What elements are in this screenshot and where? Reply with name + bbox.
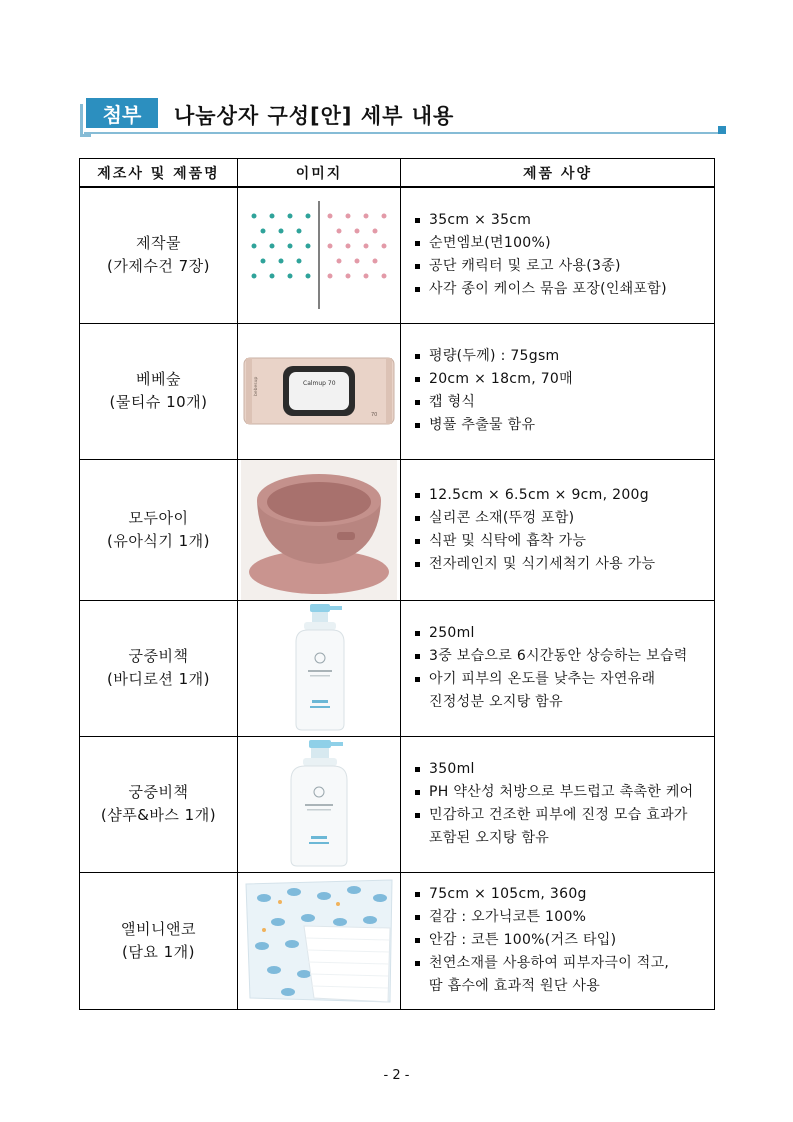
product-desc: (샴푸&바스 1개) bbox=[100, 806, 217, 824]
blanket-image bbox=[244, 878, 394, 1004]
spec-item: 12.5cm × 6.5cm × 9cm, 200g bbox=[415, 484, 708, 507]
spec-item: 실리콘 소재(뚜껑 포함) bbox=[415, 507, 708, 530]
spec-item: 식판 및 식탁에 흡착 가능 bbox=[415, 530, 708, 553]
bullet-icon bbox=[415, 377, 420, 382]
lotion-bottle-image bbox=[284, 602, 354, 734]
spec-item: 포함된 오지탕 함유 bbox=[429, 830, 550, 846]
towel-image bbox=[244, 201, 394, 309]
spec-list bbox=[415, 622, 708, 714]
bullet-icon bbox=[415, 790, 420, 795]
svg-text:70: 70 bbox=[371, 412, 378, 418]
bullet-icon bbox=[415, 961, 420, 966]
svg-text:Calmup 70: Calmup 70 bbox=[303, 380, 336, 387]
product-desc: (담요 1개) bbox=[122, 942, 195, 961]
bullet-icon bbox=[415, 654, 420, 659]
table-header-row bbox=[80, 159, 715, 188]
maker-name: 모두아이 bbox=[128, 508, 189, 527]
spec-item: 사각 종이 케이스 묶음 포장(인쇄포함) bbox=[415, 278, 708, 301]
product-name-cell bbox=[80, 187, 238, 323]
spec-item: 민감하고 건조한 피부에 진정 모습 효과가 bbox=[415, 804, 708, 827]
spec-item: 캡 형식 bbox=[415, 391, 708, 414]
section-heading bbox=[78, 96, 724, 140]
bullet-icon bbox=[415, 767, 420, 772]
wet-wipes-image bbox=[243, 356, 395, 426]
table-row bbox=[80, 736, 715, 872]
table-row bbox=[80, 459, 715, 600]
spec-item: 20cm × 18cm, 70매 bbox=[415, 368, 708, 391]
product-desc: (가제수건 7장) bbox=[107, 257, 210, 276]
bullet-icon bbox=[415, 677, 420, 682]
svg-text:bebesup: bebesup bbox=[254, 376, 259, 396]
bullet-icon bbox=[415, 287, 420, 292]
bullet-icon bbox=[415, 938, 420, 943]
table-row bbox=[80, 323, 715, 459]
product-image-cell bbox=[238, 736, 401, 872]
bullet-icon bbox=[415, 264, 420, 269]
spec-item: 공단 캐릭터 및 로고 사용(3종) bbox=[415, 255, 708, 278]
gift-box-spec-table bbox=[79, 158, 715, 1010]
spec-list bbox=[415, 345, 708, 437]
product-spec-cell bbox=[401, 459, 715, 600]
bullet-icon bbox=[415, 562, 420, 567]
page-title: 나눔상자 구성[안] 세부 내용 bbox=[174, 104, 455, 128]
spec-list bbox=[415, 883, 708, 998]
product-name-cell bbox=[80, 872, 238, 1009]
table-row bbox=[80, 600, 715, 736]
bullet-icon bbox=[415, 915, 420, 920]
maker-name: 앨비니앤코 bbox=[121, 919, 196, 938]
product-spec-cell bbox=[401, 736, 715, 872]
spec-item: 병풀 추출물 함유 bbox=[415, 414, 708, 437]
heading-underline-marker bbox=[718, 126, 726, 134]
product-image-cell bbox=[238, 600, 401, 736]
bullet-icon bbox=[415, 813, 420, 818]
bullet-icon bbox=[415, 631, 420, 636]
product-desc: (유아식기 1개) bbox=[107, 531, 210, 550]
product-spec-cell bbox=[401, 600, 715, 736]
spec-item: 안감 : 코튼 100%(거즈 타입) bbox=[415, 929, 708, 952]
attachment-tag: 첨부 bbox=[86, 98, 158, 128]
spec-item: 겉감 : 오가닉코튼 100% bbox=[415, 906, 708, 929]
product-image-cell bbox=[238, 187, 401, 323]
spec-item: PH 약산성 처방으로 부드럽고 촉촉한 케어 bbox=[415, 781, 708, 804]
spec-item: 35cm × 35cm bbox=[415, 209, 708, 232]
spec-item: 전자레인지 및 식기세척기 사용 가능 bbox=[415, 553, 708, 576]
bullet-icon bbox=[415, 423, 420, 428]
product-spec-cell bbox=[401, 187, 715, 323]
product-desc: (물티슈 10개) bbox=[109, 393, 208, 411]
maker-name: 궁중비책 bbox=[128, 783, 189, 801]
maker-name: 베베숲 bbox=[136, 370, 181, 388]
spec-item: 아기 피부의 온도를 낮추는 자연유래 bbox=[415, 668, 708, 691]
table-row bbox=[80, 187, 715, 323]
spec-item: 350ml bbox=[415, 758, 708, 781]
product-image-cell bbox=[238, 872, 401, 1009]
header-spec: 제품 사양 bbox=[401, 159, 715, 188]
spec-item: 75cm × 105cm, 360g bbox=[415, 883, 708, 906]
spec-list bbox=[415, 484, 708, 576]
product-desc: (바디로션 1개) bbox=[107, 670, 210, 688]
product-name-cell bbox=[80, 323, 238, 459]
spec-item: 순면엠보(면100%) bbox=[415, 232, 708, 255]
baby-bowl-image bbox=[241, 460, 397, 600]
product-name-cell bbox=[80, 736, 238, 872]
bullet-icon bbox=[415, 400, 420, 405]
product-name-cell bbox=[80, 600, 238, 736]
spec-item: 진정성분 오지탕 함유 bbox=[429, 694, 563, 710]
bullet-icon bbox=[415, 354, 420, 359]
spec-item: 땀 흡수에 효과적 원단 사용 bbox=[429, 978, 601, 994]
shampoo-bottle-image bbox=[281, 738, 357, 870]
bullet-icon bbox=[415, 892, 420, 897]
spec-list bbox=[415, 209, 708, 301]
product-image-cell bbox=[238, 323, 401, 459]
bullet-icon bbox=[415, 218, 420, 223]
bullet-icon bbox=[415, 516, 420, 521]
product-image-cell bbox=[238, 459, 401, 600]
spec-item: 천연소재를 사용하여 피부자극이 적고, bbox=[415, 952, 708, 975]
product-name-cell bbox=[80, 459, 238, 600]
maker-name: 궁중비책 bbox=[128, 647, 189, 665]
spec-item: 3중 보습으로 6시간동안 상승하는 보습력 bbox=[415, 645, 708, 668]
maker-name: 제작물 bbox=[136, 234, 181, 253]
heading-underline bbox=[84, 132, 718, 134]
spec-list bbox=[415, 758, 708, 850]
spec-item: 250ml bbox=[415, 622, 708, 645]
bullet-icon bbox=[415, 493, 420, 498]
bullet-icon bbox=[415, 539, 420, 544]
product-spec-cell bbox=[401, 872, 715, 1009]
header-image: 이미지 bbox=[238, 159, 401, 188]
product-spec-cell bbox=[401, 323, 715, 459]
header-maker-product: 제조사 및 제품명 bbox=[80, 159, 238, 188]
table-row bbox=[80, 872, 715, 1009]
page-number: - 2 - bbox=[383, 1068, 410, 1083]
spec-item: 평량(두께) : 75gsm bbox=[415, 345, 708, 368]
bullet-icon bbox=[415, 241, 420, 246]
